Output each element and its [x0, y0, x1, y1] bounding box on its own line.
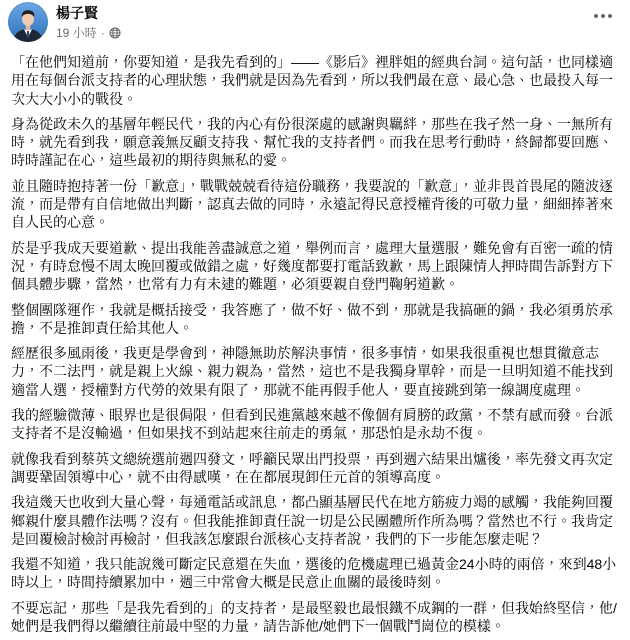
more-options-icon [601, 14, 605, 18]
avatar[interactable] [8, 2, 48, 42]
post-meta [56, 25, 121, 41]
post-body [11, 53, 619, 640]
more-options-icon [608, 14, 612, 18]
post-author-block [56, 4, 121, 41]
post-paragraph: 我的經驗微薄、眼界也是很侷限，但看到民進黨越來越不像個有肩膀的政黨，不禁有感而發。台派支持者不是沒輸過，但如果找不到站起來往前走的勇氣，那恐怕是永劫不復。 [11, 407, 613, 442]
post-paragraph: 身為從政未久的基層年輕民代，我的內心有份很深處的感謝與羈絆，那些在我孑然一身、一無所有時，就先看到我，願意義無反顧支持我、幫忙我的支持者們。而我在思考行動時，終歸都要回應、時時謹記在心，這些最初的期待與無私的愛。 [11, 115, 613, 169]
globe-icon [109, 27, 121, 39]
post-paragraph: 經歷很多風雨後，我更是學會到，神隱無助於解決事情，很多事情，如果我很重視也想貫徹意志力，不二法門，就是親上火線、親力親為，當然，這也不是我獨身單幹，而是一旦明知道不能找到適當人選，授權對方代勞的效果有限了，那就不能再假手他人，要直接跳到第一線調度處理。 [11, 345, 613, 398]
post-paragraph: 於是乎我成天要道歉、提出我能善盡誠意之道，舉例而言，處理大量選服，難免會有百密一疏的情況，有時怠慢不周太晚回覆或做錯之處，好幾度都要打電話致歉，馬上跟陳情人押時間告訴對方下個具體步驟，當然，也常有力有未逮的難題，必須要親自登門鞠躬道歉。 [11, 239, 613, 293]
post-paragraph: 我這幾天也收到大量心聲，每通電話或訊息，都凸顯基層民代在地方筋疲力竭的感觸，我能夠回覆鄉親什麼具體作法嗎？沒有。但我能推卸責任說一切是公民團體所作所為嗎？當然也不行。我肯定是回覆檢討檢討再檢討，但我該怎麼跟台派核心支持者說，我們的下一步能怎麼走呢？ [11, 494, 613, 547]
author-name-link[interactable]: 楊子賢 [56, 5, 98, 21]
post-paragraph: 不要忘記，那些「是我先看到的」的支持者，是最堅毅也最恨鐵不成鋼的一群，但我始終堅信，他/她們是我們得以繼續往前最中堅的力量，請告訴他/她們下一個戰鬥崗位的模樣。 [11, 599, 617, 635]
post-paragraph: 並且隨時抱持著一份「歉意」，戰戰兢兢看待這份職務，我要說的「歉意」，並非畏首畏尾的隨波逐流，而是帶有自信地做出判斷，認真去做的同時，永遠記得民意授權背後的可敬力量，細細捧著來自人民的心意。 [11, 177, 613, 231]
post-paragraph: 整個團隊運作，我就是概括接受，我答應了，做不好、做不到，那就是我搞砸的鍋，我必須勇於承擔，不是推卸責任給其他人。 [11, 301, 613, 336]
more-options-button[interactable] [588, 4, 618, 28]
post-paragraph: 就像我看到蔡英文總統選前週四發文，呼籲民眾出門投票，再到週六結果出爐後，率先發文再次定調要鞏固領導中心，就不由得感嘆，在在都展現卸任元首的領導高度。 [11, 450, 613, 485]
post-paragraph: 我還不知道，我只能說幾可斷定民意還在失血，選後的危機處理已過黃金24小時的兩倍，來到48小時以上，時間持續累加中，週三中常會大概是民意止血關的最後時刻。 [11, 556, 617, 591]
post-paragraph: 「在他們知道前，你要知道，是我先看到的」——《影后》裡胖姐的經典台詞。這句話，也同樣適用在每個台派支持者的心理狀態，我們就是因為先看到，所以我們最在意、最心急、也最投入每一次大大小小的戰役。 [11, 54, 613, 107]
avatar-portrait [8, 2, 48, 42]
meta-separator: · [100, 26, 105, 40]
post-timestamp-link[interactable]: 19 小時 [56, 26, 97, 40]
more-options-icon [594, 14, 598, 18]
